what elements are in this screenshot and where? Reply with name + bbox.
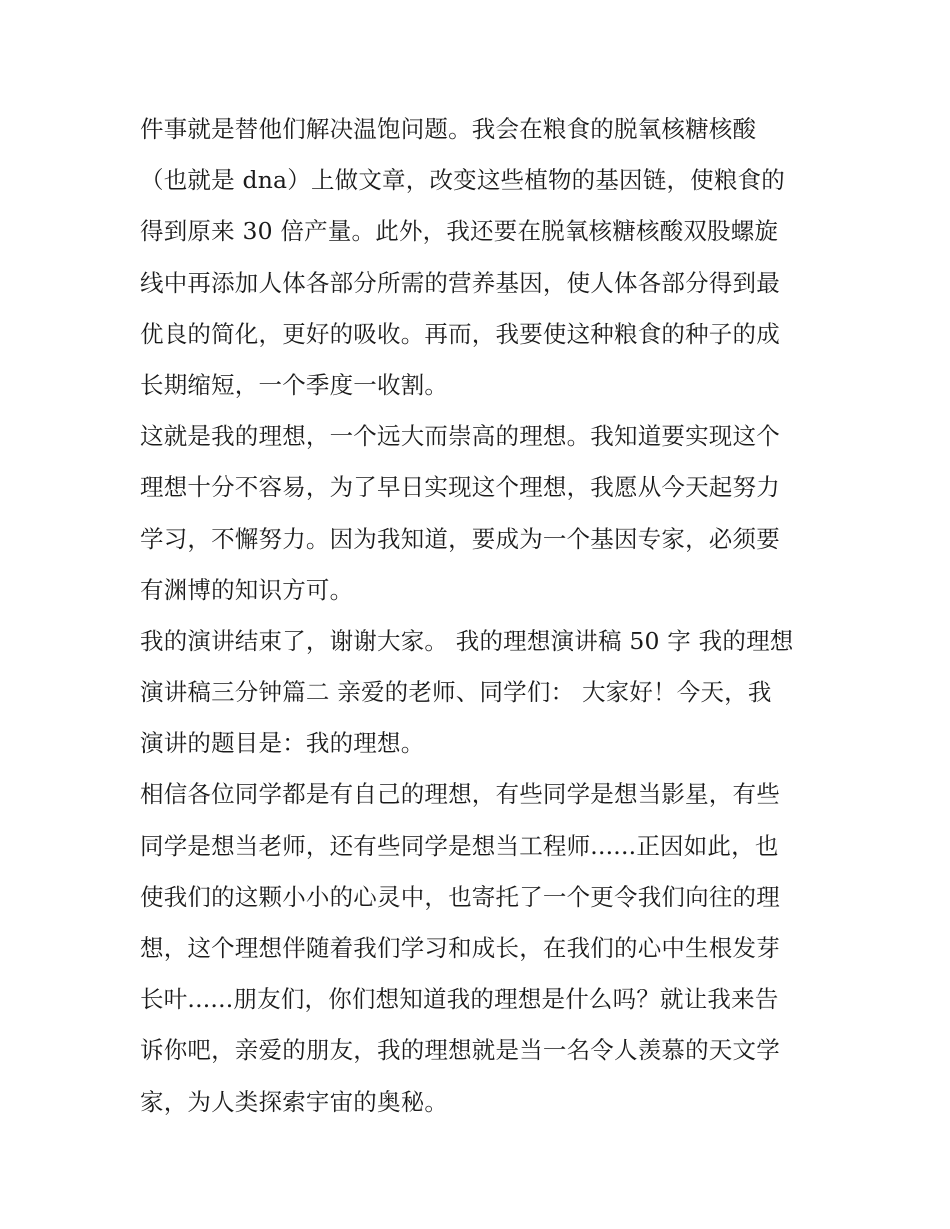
paragraph-1 (140, 104, 812, 411)
text-line: 有渊博的知识方可。 (140, 575, 354, 604)
text-line: 诉你吧，亲爱的朋友，我的理想就是当一名令人羡慕的天文学 (140, 1036, 780, 1065)
text-line: 学习，不懈努力。因为我知道，要成为一个基因专家，必须要 (140, 524, 780, 553)
document-body (140, 104, 812, 1128)
paragraph-4 (140, 769, 812, 1127)
text-line: 演讲稿三分钟篇二 亲爱的老师、同学们： 大家好！今天，我 (140, 678, 772, 707)
text-line: 使我们的这颗小小的心灵中，也寄托了一个更令我们向往的理 (140, 882, 780, 911)
text-line: 想，这个理想伴随着我们学习和成长，在我们的心中生根发芽 (140, 934, 780, 962)
text-line: 我的演讲结束了，谢谢大家。 我的理想演讲稿 50 字 我的理想 (140, 626, 794, 655)
text-line: 长叶......朋友们，你们想知道我的理想是什么吗？就让我来告 (140, 985, 779, 1014)
text-line: 得到原来 30 倍产量。此外，我还要在脱氧核糖核酸双股螺旋 (140, 217, 779, 246)
paragraph-3 (140, 616, 812, 770)
text-line: 演讲的题目是：我的理想。 (140, 729, 425, 758)
paragraph-2 (140, 411, 812, 616)
text-line: 长期缩短，一个季度一收割。 (140, 370, 449, 399)
text-line: 这就是我的理想，一个远大而崇高的理想。我知道要实现这个 (140, 422, 780, 451)
text-line: （也就是 dna）上做文章，改变这些植物的基因链，使粮食的 (140, 166, 785, 195)
text-line: 线中再添加人体各部分所需的营养基因，使人体各部分得到最 (140, 268, 780, 297)
text-line: 相信各位同学都是有自己的理想，有些同学是想当影星，有些 (140, 780, 780, 809)
text-line: 优良的简化，更好的吸收。再而，我要使这种粮食的种子的成 (140, 319, 780, 348)
text-line: 件事就是替他们解决温饱问题。我会在粮食的脱氧核糖核酸 (140, 115, 757, 143)
text-line: 理想十分不容易，为了早日实现这个理想，我愿从今天起努力 (140, 473, 780, 502)
text-line: 家，为人类探索宇宙的奥秘。 (140, 1087, 449, 1116)
text-line: 同学是想当老师，还有些同学是想当工程师......正因如此，也 (140, 831, 779, 860)
